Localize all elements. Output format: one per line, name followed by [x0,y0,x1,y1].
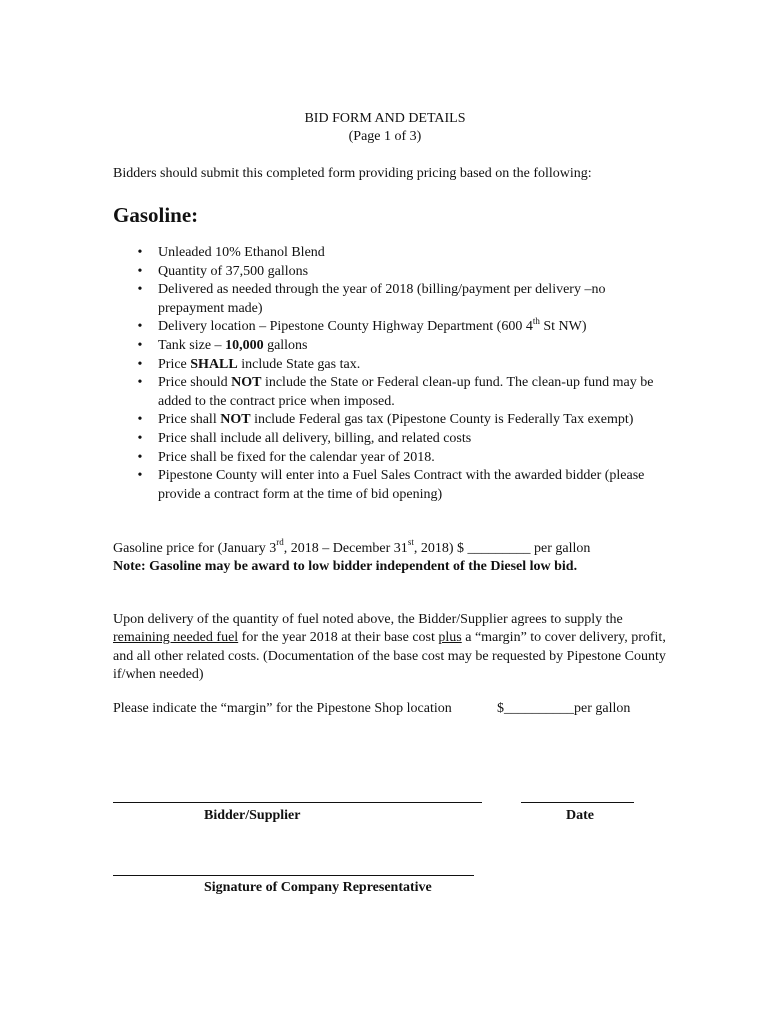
bidder-supplier-label: Bidder/Supplier [204,808,301,823]
list-item: • Price should NOT include the State or Federal clean-up fund. The clean-up fund may be added to the contract price when imposed. [113,374,673,411]
list-item: • Pipestone County will enter into a Fuel Sales Contract with the awarded bidder (please provide a contract form at the time of bid opening) [113,467,673,504]
margin-blank: $__________per gallon [497,701,631,716]
list-item: • Unleaded 10% Ethanol Blend [113,244,673,263]
bullet-icon: • [137,412,143,428]
list-item: • Price shall include all delivery, billing, and related costs [113,430,673,449]
representative-label: Signature of Company Representative [204,880,432,895]
section-heading-gasoline: Gasoline: [113,203,199,227]
intro-text: Bidders should submit this completed form providing pricing based on the following: [113,166,592,181]
bullet-icon: • [137,468,143,484]
requirements-list [113,244,673,504]
representative-signature-line [113,875,474,876]
bidder-signature-line [113,802,482,803]
supply-paragraph: Upon delivery of the quantity of fuel noted above, the Bidder/Supplier agrees to supply the remaining needed fuel for the year 2018 at their base cost plus a “margin” to cover delivery, profit, and all other related costs. (Documentation of the base cost may be requested by Pipestone County if/when needed) [113,612,666,683]
bullet-icon: • [137,337,143,353]
bullet-icon: • [137,449,143,465]
list-item: • Price shall be fixed for the calendar year of 2018. [113,449,673,468]
diesel-note: Note: Gasoline may be award to low bidder independent of the Diesel low bid. [113,559,578,574]
bullet-icon: • [137,356,143,372]
bullet-icon: • [137,375,143,391]
date-label: Date [566,808,594,823]
list-item: • Quantity of 37,500 gallons [113,263,673,282]
gasoline-price-line: Gasoline price for (January 3rd, 2018 – December 31st, 2018) $ _________ per gallon [113,537,591,556]
bullet-icon: • [137,263,143,279]
bullet-icon: • [137,282,143,298]
list-item: • Delivered as needed through the year of 2018 (billing/payment per delivery –no prepayment made) [113,281,673,318]
document-title: BID FORM AND DETAILS [304,111,466,126]
list-item: • Price SHALL include State gas tax. [113,356,673,375]
list-item: • Price shall NOT include Federal gas tax (Pipestone County is Federally Tax exempt) [113,411,673,430]
page-indicator: (Page 1 of 3) [348,129,422,144]
date-signature-line [521,802,634,803]
margin-label: Please indicate the “margin” for the Pipestone Shop location [113,701,452,716]
bullet-icon: • [137,430,143,446]
bullet-icon: • [137,319,143,335]
bullet-icon: • [137,245,143,260]
list-item: • Delivery location – Pipestone County Highway Department (600 4th St NW) [113,318,673,337]
list-item: • Tank size – 10,000 gallons [113,337,673,356]
